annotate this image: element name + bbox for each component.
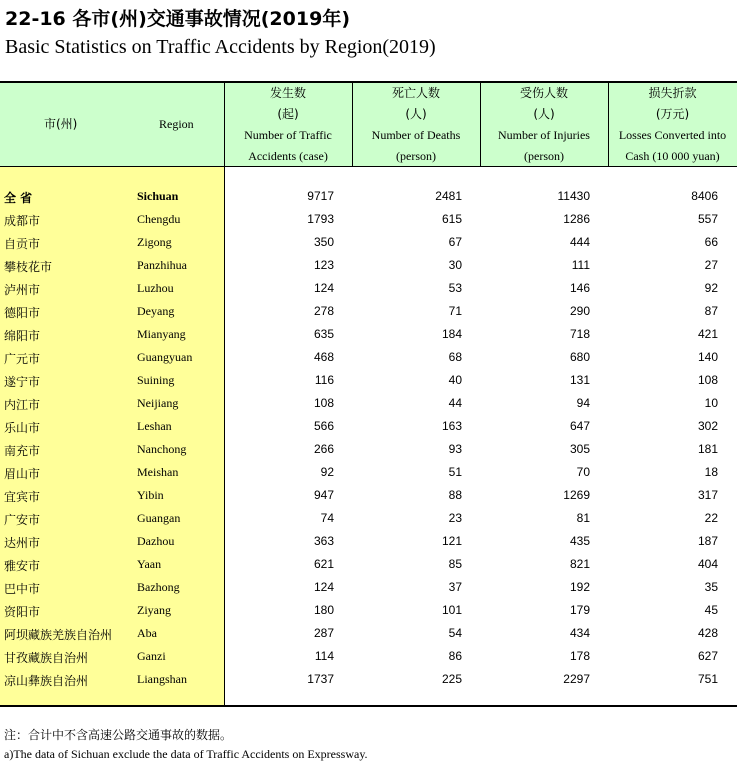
cell-deaths: 44 (448, 396, 462, 410)
cell-injuries: 435 (569, 534, 590, 548)
cell-accidents: 114 (314, 649, 334, 663)
cell-region-en: Liangshan (137, 672, 187, 686)
cell-losses: 45 (704, 603, 718, 617)
cell-region-en: Panzhihua (137, 258, 187, 272)
cell-region-en: Neijiang (137, 396, 179, 410)
table-row (0, 645, 737, 668)
cell-deaths: 184 (441, 327, 462, 341)
table-row (0, 369, 737, 392)
header-losses (608, 83, 737, 167)
cell-accidents: 947 (313, 488, 334, 502)
cell-losses: 27 (704, 258, 718, 272)
cell-injuries: 290 (569, 304, 590, 318)
cell-deaths: 101 (441, 603, 462, 617)
cell-deaths: 163 (441, 419, 462, 433)
cell-deaths: 225 (441, 672, 462, 686)
cell-losses: 557 (697, 212, 718, 226)
cell-deaths: 30 (448, 258, 462, 272)
header-deaths-unit-cn: (人) (405, 107, 427, 121)
cell-losses: 92 (704, 281, 718, 295)
cell-region-cn: 甘孜藏族自治州 (4, 651, 89, 665)
cell-losses: 404 (697, 557, 718, 571)
table-row (0, 668, 737, 691)
header-deaths-cn: 死亡人数 (391, 86, 440, 100)
cell-injuries: 192 (569, 580, 590, 594)
cell-accidents: 124 (313, 580, 334, 594)
cell-accidents: 124 (313, 281, 334, 295)
cell-losses: 22 (704, 511, 718, 525)
cell-injuries: 81 (576, 511, 590, 525)
header-accidents-en: Number of Traffic (244, 128, 332, 142)
header-injuries-unit-en: (person) (524, 149, 564, 163)
cell-injuries: 821 (569, 557, 590, 571)
table-row (0, 599, 737, 622)
cell-losses: 66 (704, 235, 718, 249)
cell-region-en: Sichuan (137, 189, 179, 203)
cell-losses: 181 (697, 442, 718, 456)
cell-region-en: Aba (137, 626, 157, 640)
cell-region-cn: 成都市 (4, 214, 41, 228)
cell-region-cn: 德阳市 (4, 306, 41, 320)
cell-injuries: 146 (569, 281, 590, 295)
cell-losses: 187 (697, 534, 718, 548)
cell-losses: 302 (697, 419, 718, 433)
cell-region-cn: 阿坝藏族羌族自治州 (4, 628, 113, 642)
table-row (0, 461, 737, 484)
table-row (0, 484, 737, 507)
header-injuries (480, 83, 608, 167)
cell-deaths: 2481 (435, 189, 462, 203)
table-row (0, 507, 737, 530)
table-row (0, 208, 737, 231)
cell-deaths: 54 (448, 626, 462, 640)
cell-region-en: Dazhou (137, 534, 175, 548)
cell-deaths: 67 (448, 235, 462, 249)
header-accidents-cn: 发生数 (269, 86, 306, 100)
header-deaths (352, 83, 480, 167)
cell-accidents: 108 (313, 396, 334, 410)
cell-deaths: 86 (448, 649, 462, 663)
table-row (0, 300, 737, 323)
cell-region-cn: 攀枝花市 (4, 260, 53, 274)
cell-deaths: 53 (448, 281, 462, 295)
header-losses-unit-cn: (万元) (655, 107, 690, 121)
cell-losses: 108 (697, 373, 718, 387)
cell-region-en: Yibin (137, 488, 164, 502)
table-row (0, 438, 737, 461)
table-row (0, 254, 737, 277)
cell-deaths: 51 (448, 465, 462, 479)
cell-accidents: 621 (313, 557, 334, 571)
table-row (0, 415, 737, 438)
table-row (0, 323, 737, 346)
cell-region-cn: 内江市 (4, 398, 41, 412)
table-row (0, 346, 737, 369)
cell-accidents: 635 (313, 327, 334, 341)
cell-losses: 140 (697, 350, 718, 364)
table-row (0, 231, 737, 254)
cell-region-en: Guangan (137, 511, 181, 525)
header-injuries-unit-cn: (人) (533, 107, 555, 121)
table-row (0, 392, 737, 415)
cell-region-en: Meishan (137, 465, 179, 479)
header-losses-en: Losses Converted into (618, 128, 727, 142)
cell-deaths: 93 (448, 442, 462, 456)
header-accidents-unit-cn: (起) (277, 107, 299, 121)
header-deaths-en: Number of Deaths (371, 128, 461, 142)
cell-deaths: 88 (448, 488, 462, 502)
cell-injuries: 179 (569, 603, 590, 617)
cell-region-en: Luzhou (137, 281, 174, 295)
header-accidents-unit-en: Accidents (case) (248, 149, 328, 163)
table-row (0, 576, 737, 599)
cell-region-cn: 绵阳市 (4, 329, 41, 343)
cell-injuries: 111 (571, 258, 590, 272)
header-losses-cn: 损失折款 (648, 86, 697, 100)
cell-accidents: 74 (320, 511, 334, 525)
header-accidents (224, 83, 352, 167)
cell-injuries: 444 (569, 235, 590, 249)
cell-region-en: Deyang (137, 304, 175, 318)
cell-injuries: 131 (569, 373, 590, 387)
cell-accidents: 287 (313, 626, 334, 640)
cell-region-cn: 达州市 (4, 536, 41, 550)
cell-accidents: 1793 (307, 212, 334, 226)
cell-region-cn: 巴中市 (4, 582, 41, 596)
cell-losses: 751 (697, 672, 718, 686)
cell-region-en: Ganzi (137, 649, 166, 663)
cell-deaths: 71 (448, 304, 462, 318)
cell-region-cn: 南充市 (4, 444, 41, 458)
cell-region-cn: 遂宁市 (4, 375, 41, 389)
cell-deaths: 85 (448, 557, 462, 571)
cell-region-cn: 全 省 (4, 191, 33, 205)
cell-accidents: 266 (313, 442, 334, 456)
cell-region-cn: 广元市 (4, 352, 41, 366)
cell-accidents: 92 (320, 465, 334, 479)
cell-injuries: 680 (569, 350, 590, 364)
cell-accidents: 350 (313, 235, 334, 249)
cell-injuries: 305 (569, 442, 590, 456)
cell-accidents: 468 (313, 350, 334, 364)
cell-accidents: 116 (314, 373, 334, 387)
cell-losses: 87 (704, 304, 718, 318)
cell-region-en: Nanchong (137, 442, 187, 456)
header-city-cn: 市(州) (44, 117, 78, 131)
cell-accidents: 1737 (307, 672, 334, 686)
cell-accidents: 278 (313, 304, 334, 318)
footnote-en: a)The data of Sichuan exclude the data of Traffic Accidents on Expressway. (4, 747, 368, 761)
header-injuries-cn: 受伤人数 (519, 86, 568, 100)
cell-region-cn: 雅安市 (4, 559, 41, 573)
cell-injuries: 70 (576, 465, 590, 479)
cell-deaths: 23 (448, 511, 462, 525)
title-en: Basic Statistics on Traffic Accidents by Region(2019) (5, 36, 436, 58)
cell-accidents: 9717 (307, 189, 334, 203)
cell-accidents: 123 (313, 258, 334, 272)
cell-deaths: 68 (448, 350, 462, 364)
cell-losses: 18 (704, 465, 718, 479)
cell-injuries: 647 (569, 419, 590, 433)
cell-losses: 317 (697, 488, 718, 502)
cell-losses: 428 (697, 626, 718, 640)
cell-deaths: 37 (448, 580, 462, 594)
cell-region-en: Zigong (137, 235, 172, 249)
cell-losses: 10 (704, 396, 718, 410)
cell-region-cn: 泸州市 (4, 283, 41, 297)
table-row (0, 622, 737, 645)
table-row (0, 277, 737, 300)
header-losses-unit-en: Cash (10 000 yuan) (625, 149, 720, 163)
cell-region-cn: 宜宾市 (4, 490, 41, 504)
footnote-cn: 注：合计中不含高速公路交通事故的数据。 (4, 728, 233, 742)
cell-region-en: Chengdu (137, 212, 181, 226)
cell-region-en: Mianyang (137, 327, 186, 341)
table-bottom-rule (0, 705, 737, 707)
cell-injuries: 1269 (563, 488, 590, 502)
header-deaths-unit-en: (person) (396, 149, 436, 163)
cell-deaths: 615 (441, 212, 462, 226)
cell-region-cn: 乐山市 (4, 421, 41, 435)
cell-losses: 8406 (691, 189, 718, 203)
cell-region-cn: 自贡市 (4, 237, 41, 251)
cell-accidents: 363 (313, 534, 334, 548)
cell-accidents: 180 (313, 603, 334, 617)
cell-losses: 421 (697, 327, 718, 341)
cell-region-cn: 广安市 (4, 513, 41, 527)
cell-region-en: Suining (137, 373, 175, 387)
header-region: Region (159, 117, 194, 131)
cell-accidents: 566 (313, 419, 334, 433)
cell-injuries: 11430 (557, 189, 590, 203)
cell-region-en: Bazhong (137, 580, 180, 594)
cell-region-en: Leshan (137, 419, 172, 433)
cell-losses: 35 (704, 580, 718, 594)
cell-losses: 627 (697, 649, 718, 663)
table-row (0, 530, 737, 553)
header-injuries-en: Number of Injuries (498, 128, 590, 142)
cell-region-cn: 资阳市 (4, 605, 41, 619)
cell-deaths: 40 (448, 373, 462, 387)
cell-region-en: Ziyang (137, 603, 171, 617)
cell-injuries: 94 (576, 396, 590, 410)
cell-deaths: 121 (441, 534, 462, 548)
cell-region-cn: 凉山彝族自治州 (4, 674, 89, 688)
cell-region-en: Yaan (137, 557, 162, 571)
cell-region-cn: 眉山市 (4, 467, 41, 481)
cell-injuries: 178 (569, 649, 590, 663)
table-row (0, 185, 737, 208)
cell-injuries: 718 (569, 327, 590, 341)
cell-injuries: 2297 (563, 672, 590, 686)
cell-injuries: 1286 (563, 212, 590, 226)
cell-region-en: Guangyuan (137, 350, 193, 364)
table-row (0, 553, 737, 576)
title-cn: 22-16 各市(州)交通事故情况(2019年) (5, 8, 350, 30)
cell-injuries: 434 (569, 626, 590, 640)
